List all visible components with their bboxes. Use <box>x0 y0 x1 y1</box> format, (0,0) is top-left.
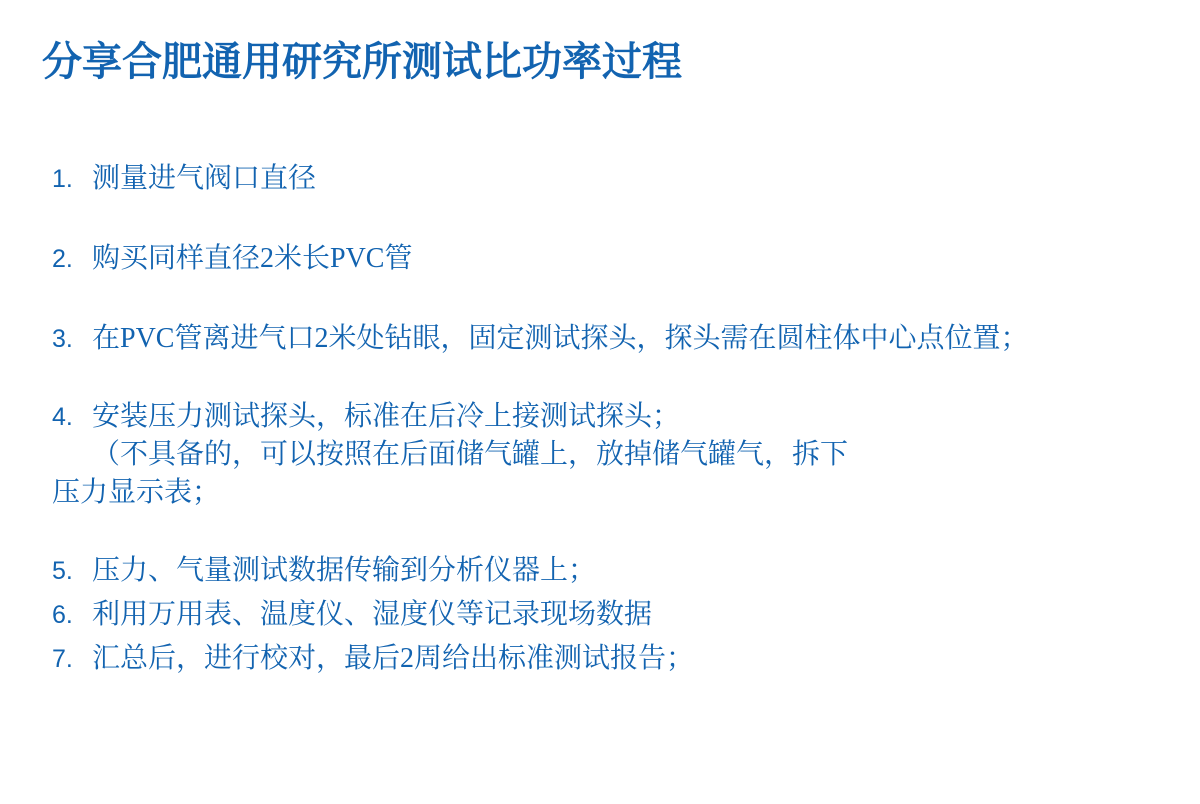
list-item <box>52 552 1172 590</box>
list-item-number: 6. <box>52 601 73 629</box>
spacer <box>52 512 1172 552</box>
list-item-number: 2. <box>52 245 73 273</box>
list-item <box>52 398 1172 436</box>
list-item-number: 4. <box>52 403 73 431</box>
list-item-number: 3. <box>52 325 73 353</box>
list-item-text: 安装压力测试探头，标准在后冷上接测试探头； <box>92 401 681 432</box>
list-item-text: 汇总后，进行校对，最后2周给出标准测试报告； <box>92 643 695 674</box>
note-line-2: 压力显示表； <box>52 477 221 508</box>
note-line-1: （不具备的，可以按照在后面储气罐上，放掉储气罐气，拆下 <box>92 439 849 470</box>
spacer <box>52 198 1172 240</box>
list-item-text: 购买同样直径2米长PVC管 <box>92 243 413 274</box>
list-item <box>52 596 1172 634</box>
content-list <box>52 160 1172 678</box>
page-title: 分享合肥通用研究所测试比功率过程 <box>42 40 682 84</box>
spacer <box>52 278 1172 320</box>
list-item <box>52 240 1172 278</box>
list-item-text: 在PVC管离进气口2米处钻眼，固定测试探头，探头需在圆柱体中心点位置； <box>92 323 1029 354</box>
list-item-number: 1. <box>52 165 73 193</box>
list-item-number: 7. <box>52 645 73 673</box>
list-item <box>52 320 1172 358</box>
list-item <box>52 160 1172 198</box>
list-item-text: 压力、气量测试数据传输到分析仪器上； <box>92 555 597 586</box>
list-item <box>52 640 1172 678</box>
list-item-text: 利用万用表、温度仪、湿度仪等记录现场数据 <box>92 599 653 630</box>
list-item-text: 测量进气阀口直径 <box>92 163 317 194</box>
list-item-number: 5. <box>52 557 73 585</box>
spacer <box>52 358 1172 398</box>
